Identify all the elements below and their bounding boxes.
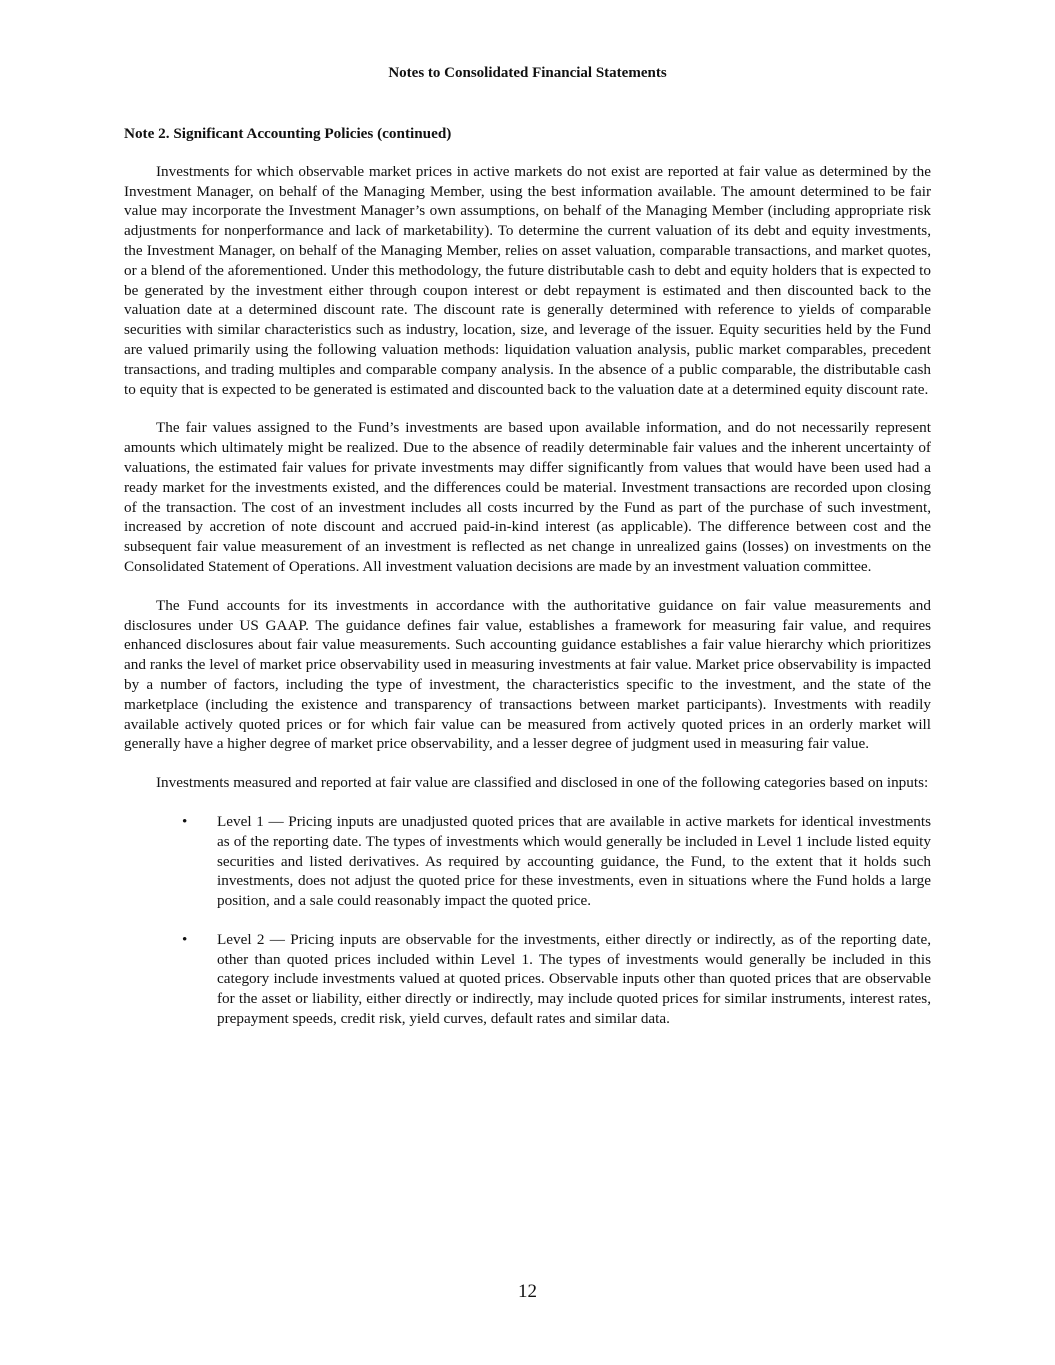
list-item-text: Level 2 — Pricing inputs are observable for the investments, either directly or indirectly, as of the reporting date, other than quoted prices included within Level 1. The types of investments would generally be included in this category include investments valued at quoted prices. Observable inputs other than quoted prices that are observable for the asset or liability, either directly or indirectly, may include quoted prices for similar instruments, interest rates, prepayment speeds, credit risk, yield curves, default rates and similar data. — [217, 930, 931, 1028]
list-item-level-1 — [124, 812, 931, 911]
paragraph-fair-value-uncertainty: The fair values assigned to the Fund’s investments are based upon available information, and do not necessarily represent amounts which ultimately might be realized. Due to the absence of readily determinable fair values and the inherent uncertainty of valuations, the estimated fair values for private investments may differ significantly from values that would have been used had a ready market for the investments existed, and the differences could be material. Investment transactions are recorded upon closing of the transaction. The cost of an investment includes all costs incurred by the Fund as part of the purchase of such investment, increased by accretion of note discount and accrued paid-in-kind interest (as applicable). The difference between cost and the subsequent fair value measurement of an investment is reflected as net change in unrealized gains (losses) on investments on the Consolidated Statement of Operations. All investment valuation decisions are made by an investment valuation committee. — [124, 419, 931, 575]
bullet-icon: • — [182, 812, 188, 830]
bullet-icon: • — [182, 930, 188, 948]
list-item-level-2 — [124, 930, 931, 1029]
paragraph-valuation-methodology: Investments for which observable market prices in active markets do not exist are reported at fair value as determined by the Investment Manager, on behalf of the Managing Member, using the best information available. The amount determined to be fair value may incorporate the Investment Manager’s own assumptions, on behalf of the Managing Member (including appropriate risk adjustments for nonperformance and lack of marketability). To determine the current valuation of its debt and equity investments, the Investment Manager, on behalf of the Managing Member, relies on asset valuation, comparable transactions, and market quotes, or a blend of the aforementioned. Under this methodology, the future distributable cash to debt and equity holders that is expected to be generated by the investment either through coupon interest or debt repayment is estimated and then discounted back to the valuation date at a determined discount rate. The discount rate is generally determined with reference to yields of comparable securities with similar characteristics such as industry, location, size, and leverage of the issuer. Equity securities held by the Fund are valued primarily using the following valuation methods: liquidation valuation analysis, public market comparables, precedent transactions, and trading multiples and comparable company analysis. In the absence of a public comparable, the distributable cash to equity that is expected to be generated is estimated and discounted back to the valuation date at a determined equity discount rate. — [124, 162, 931, 398]
paragraph-fair-value-hierarchy: The Fund accounts for its investments in accordance with the authoritative guidance on fair value measurements and disclosures under US GAAP. The guidance defines fair value, establishes a framework for measuring fair value, and requires enhanced disclosures about fair value measurements. Such accounting guidance establishes a fair value hierarchy which prioritizes and ranks the level of market price observability used in measuring investments at fair value. Market price observability is impacted by a number of factors, including the type of investment, the characteristics specific to the investment, and the state of the marketplace (including the existence and transparency of transactions between market participants). Investments with readily available actively quoted prices or for which fair value can be measured from actively quoted prices in an orderly market will generally have a higher degree of market price observability, and a lesser degree of judgment used in measuring fair value. — [124, 596, 931, 753]
paragraph-categories-intro: Investments measured and reported at fair value are classified and disclosed in one of the following categories based on inputs: — [156, 774, 929, 792]
note-content — [124, 124, 931, 1048]
page-header-title: Notes to Consolidated Financial Statements — [388, 65, 667, 81]
page-number: 12 — [518, 1281, 537, 1302]
list-item-text: Level 1 — Pricing inputs are unadjusted quoted prices that are available in active markets for identical investments as of the reporting date. The types of investments which would generally be included in Level 1 include listed equity securities and listed derivatives. As required by accounting guidance, the Fund, to the extent that it holds such investments, does not adjust the quoted price for these investments, even in situations where the Fund holds a large position, and a sale could reasonably impact the quoted price. — [217, 812, 931, 910]
note-title: Note 2. Significant Accounting Policies (continued) — [124, 125, 452, 142]
fair-value-levels-list — [124, 812, 931, 1029]
